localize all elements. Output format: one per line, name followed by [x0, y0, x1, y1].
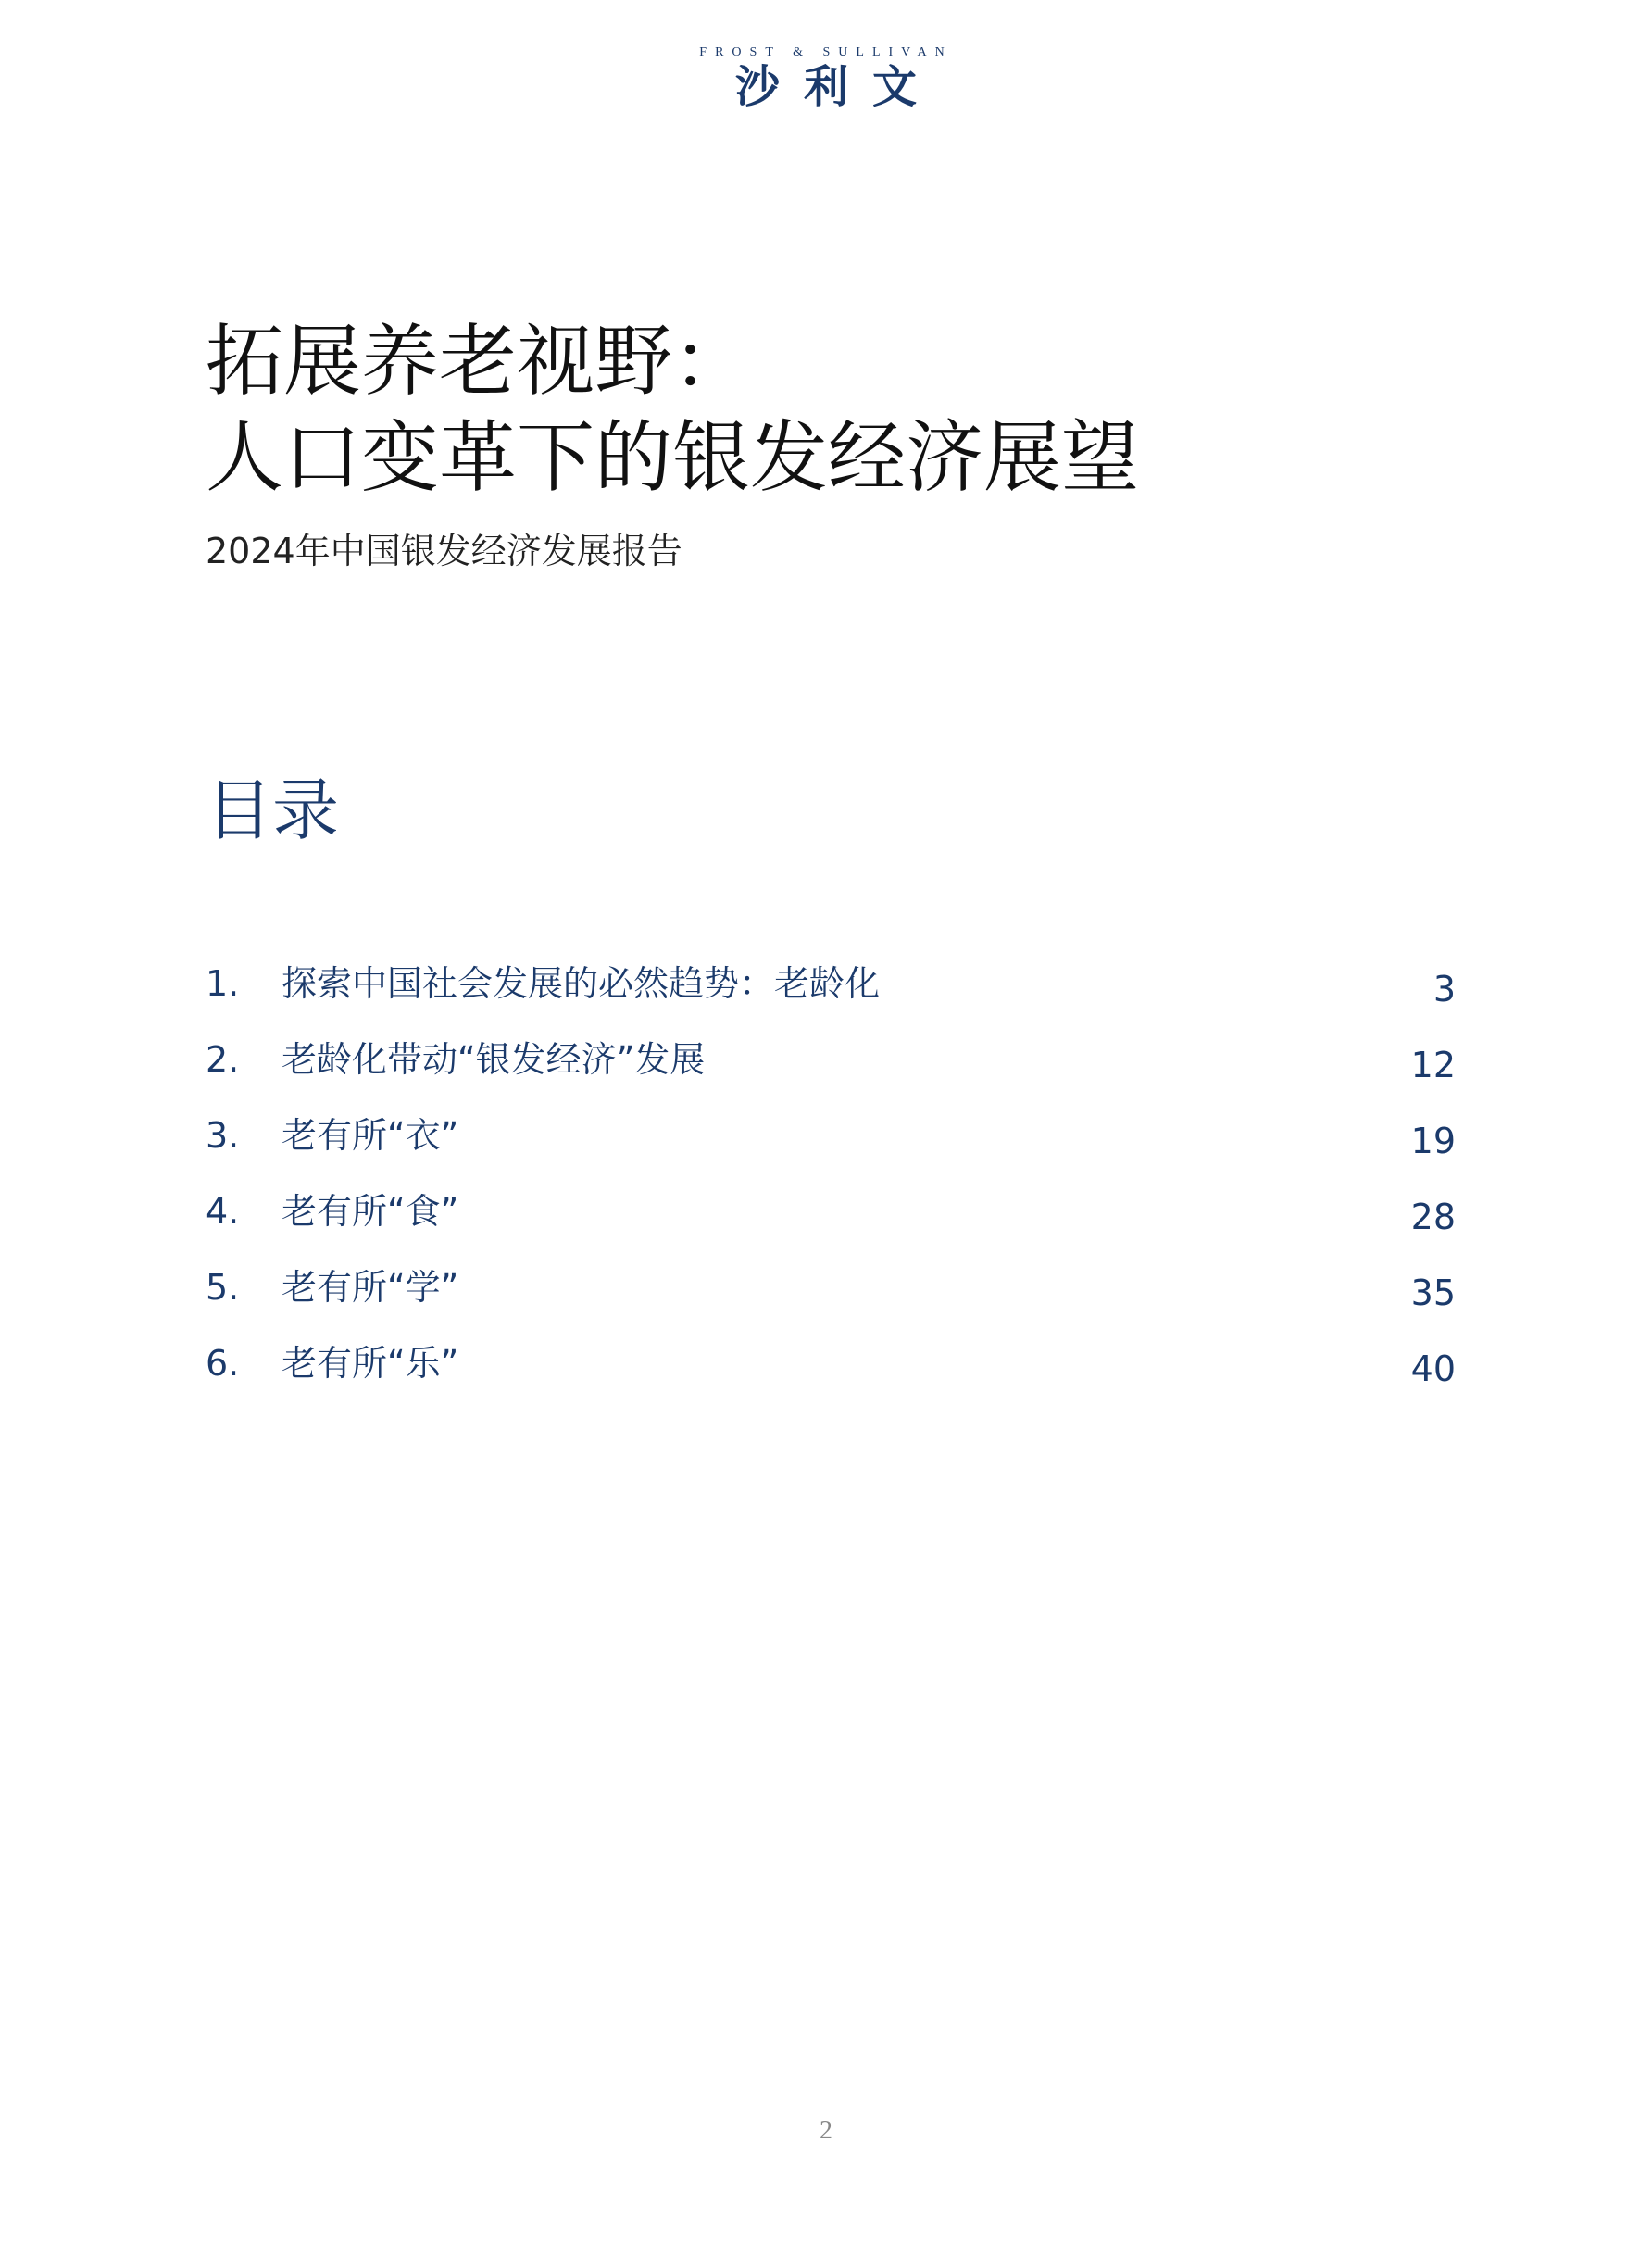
toc-entry-number: 3. — [206, 1115, 240, 1156]
toc-entry-number: 4. — [206, 1191, 240, 1232]
toc-entry[interactable] — [206, 1335, 1456, 1411]
toc-entry-page[interactable]: 28 — [1410, 1197, 1456, 1237]
toc-entry-page[interactable]: 40 — [1410, 1348, 1456, 1389]
toc-entry-title[interactable]: 老龄化带动“银发经济”发展 — [282, 1039, 706, 1080]
toc-entry-title[interactable]: 老有所“学” — [282, 1267, 459, 1308]
toc-entry[interactable] — [206, 956, 1456, 1032]
table-of-contents — [206, 956, 1456, 1411]
toc-entry-title[interactable]: 老有所“乐” — [282, 1343, 459, 1384]
report-subtitle: 2024年中国银发经济发展报告 — [206, 531, 682, 571]
toc-entry-page[interactable]: 3 — [1433, 969, 1456, 1009]
frost-sullivan-logo — [0, 44, 1652, 113]
report-title — [206, 313, 1139, 506]
toc-entry-number: 6. — [206, 1343, 240, 1384]
toc-entry[interactable] — [206, 1184, 1456, 1260]
toc-entry-title[interactable]: 老有所“衣” — [282, 1115, 459, 1156]
logo-chinese-text: 沙利文 — [734, 61, 941, 113]
toc-entry-title[interactable]: 老有所“食” — [282, 1191, 459, 1232]
toc-entry[interactable] — [206, 1032, 1456, 1108]
toc-entry-page[interactable]: 35 — [1410, 1272, 1456, 1313]
page-number: 2 — [820, 2116, 832, 2145]
toc-entry-title[interactable]: 探索中国社会发展的必然趋势：老龄化 — [282, 963, 881, 1004]
toc-entry-page[interactable]: 12 — [1410, 1045, 1456, 1085]
toc-entry-number: 1. — [206, 963, 240, 1004]
toc-heading: 目录 — [206, 771, 340, 849]
toc-entry-page[interactable]: 19 — [1410, 1121, 1456, 1161]
toc-entry[interactable] — [206, 1108, 1456, 1184]
report-title-line1: 拓展养老视野： — [206, 316, 751, 407]
report-title-line2: 人口变革下的银发经济展望 — [206, 412, 1140, 503]
toc-entry[interactable] — [206, 1260, 1456, 1335]
toc-entry-number: 2. — [206, 1039, 240, 1080]
toc-entry-number: 5. — [206, 1267, 240, 1308]
logo-english-text: FROST & SULLIVAN — [699, 45, 953, 59]
